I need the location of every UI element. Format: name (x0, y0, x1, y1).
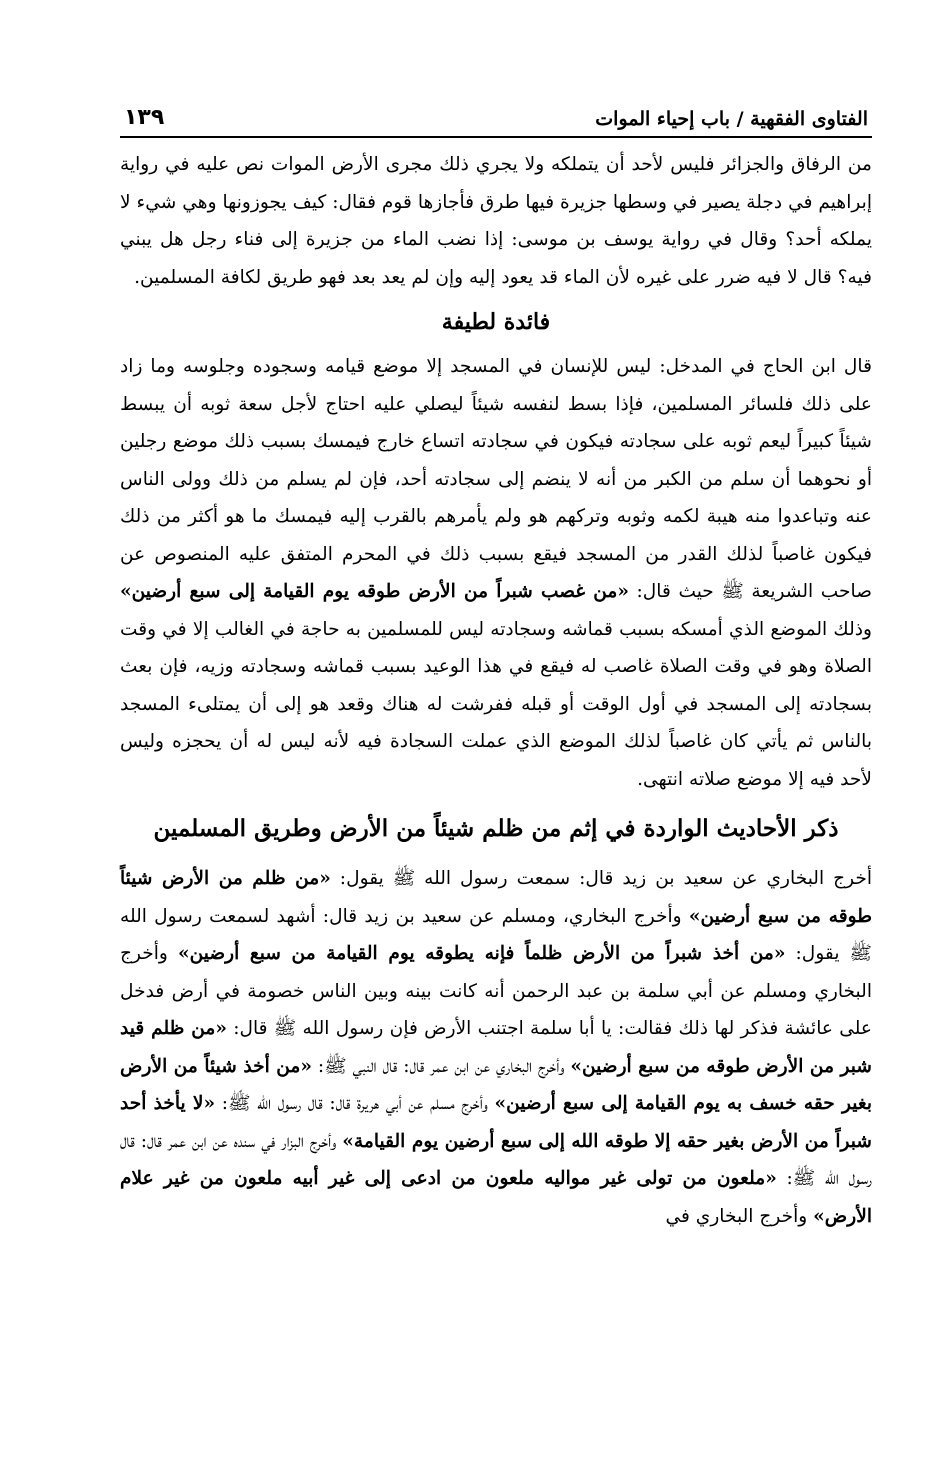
running-title: الفتاوى الفقهية / باب إحياء الموات (595, 108, 868, 130)
paragraph-text: وأخرج البزار في سنده عن ابن عمر قال: قال رسول الله ﷺ: (120, 1130, 872, 1189)
paragraph-text: وذلك الموضع الذي أمسكه بسبب قماشه وسجادته ليس للمسلمين به حاجة في الغالب إلا في وقت الصلاة وهو في وقت الصلاة غاصب له فيقع في هذا الوعيد بسبب قماشه وسجادته وزيه، فإن بعث بسجادته إلى المسجد في أول الوقت أو قبله ففرشت له هناك وقعد هو إلى أن يمتلىء المسجد بالناس ثم يأتي كان غاصباً لذلك الموضع الذي عملت السجادة فيه لأنه ليس له أن يحجزه وليس لأحد فيه إلا موضع صلاته انتهى. (120, 618, 872, 790)
section-heading-fawaid: فائدة لطيفة (441, 309, 551, 335)
page-header (120, 92, 872, 138)
paragraph-text: أخرج البخاري عن سعيد بن زيد قال: سمعت رسول الله ﷺ يقول: (330, 868, 872, 889)
hadith-quote: «من ظلم من الأرض شيئاً طوقه من سبع أرضين» (120, 868, 873, 927)
hadith-quote: «من ظلم قيد شبر من الأرض طوقه من سبع أرضين» (120, 1018, 872, 1077)
hadith-quote: «من أخذ شيئاً من الأرض بغير حقه خسف به يوم القيامة إلى سبع أرضين» (120, 1055, 872, 1114)
paragraph-text: وأخرج البخاري عن ابن عمر قال: قال النبي ﷺ: (311, 1055, 571, 1077)
hadith-quote: «من غصب شبراً من الأرض طوقه يوم القيامة إلى سبع أرضين» (120, 581, 629, 602)
ahadith-paragraph (120, 860, 872, 1235)
ibn-al-hajj-paragraph (120, 348, 872, 798)
paragraph-text: قال ابن الحاج في المدخل: ليس للإنسان في المسجد إلا موضع قيامه وسجوده وجلوسه وما زاد على ذلك فلسائر المسلمين، فإذا بسط لنفسه شيئاً ليصلي عليه احتاج لأجل سعة ثوبه أن يبسط شيئاً كبيراً ليعم ثوبه على سجادته فيكون في سجادته اتساع خارج فيمسك بسبب ذلك موضع رجلين أو نحوهما أن سلم من الكبر من أنه لا ينضم إلى سجادته أحد، فإن لم يسلم من ذلك وولى الناس عنه وتباعدوا منه هيبة لكمه وثوبه وتركهم هو ولم يأمرهم بالقرب إليه فيمسك ما هو أكثر من ذلك فيكون غاصباً لذلك القدر من المسجد فيقع بسبب ذلك في المحرم المتفق عليه المنصوص عن صاحب الشريعة ﷺ حيث قال: (120, 356, 872, 602)
book-page (120, 92, 872, 1235)
paragraph-text: وأخرج البخاري في (665, 1205, 814, 1227)
hadith-quote: «من أخذ شبراً من الأرض ظلماً فإنه يطوقه يوم القيامة من سبع أرضين» (177, 943, 786, 964)
paragraph-text: وأخرج مسلم عن أبي هريرة قال: قال رسول الله ﷺ: (215, 1093, 495, 1114)
section-heading-ahadith: ذكر الأحاديث الواردة في إثم من ظلم شيئاً من الأرض وطريق المسلمين (153, 815, 839, 842)
intro-paragraph: من الرفاق والجزائر فليس لأحد أن يتملكه ولا يجري ذلك مجرى الأرض الموات نص عليه في رواية إبراهيم في دجلة يصير في وسطها جزيرة فيها طرق فأجازها قوم فقال: كيف يجوزونها وهي شيء لا يملكه أحد؟ وقال في رواية يوسف بن موسى: إذا نضب الماء من جزيرة إلى فناء رجل هل يبني فيه؟ قال لا فيه ضرر على غيره لأن الماء قد يعود إليه وإن لم يعد بعد فهو طريق لكافة المسلمين. (120, 154, 872, 288)
page-number: ١٣٩ (124, 105, 165, 130)
hadith-quote: «لا يأخذ أحد شبراً من الأرض بغير حقه إلا طوقه الله إلى سبع أرضين يوم القيامة» (120, 1093, 872, 1152)
paragraph-text: وأخرج البخاري ومسلم عن أبي سلمة بن عبد الرحمن أنه كانت بينه وبين الناس خصومة في أرض فدخل على عائشة فذكر لها ذلك فقالت: يا أبا سلمة اجتنب الأرض فإن رسول الله ﷺ قال: (120, 943, 872, 1039)
paragraph-text: وأخرج البخاري، ومسلم عن سعيد بن زيد قال: أشهد لسمعت رسول الله ﷺ يقول: (120, 905, 872, 964)
hadith-quote: «ملعون من تولى غير مواليه ملعون من ادعى إلى غير أبيه ملعون من غير علام الأرض» (120, 1168, 872, 1227)
